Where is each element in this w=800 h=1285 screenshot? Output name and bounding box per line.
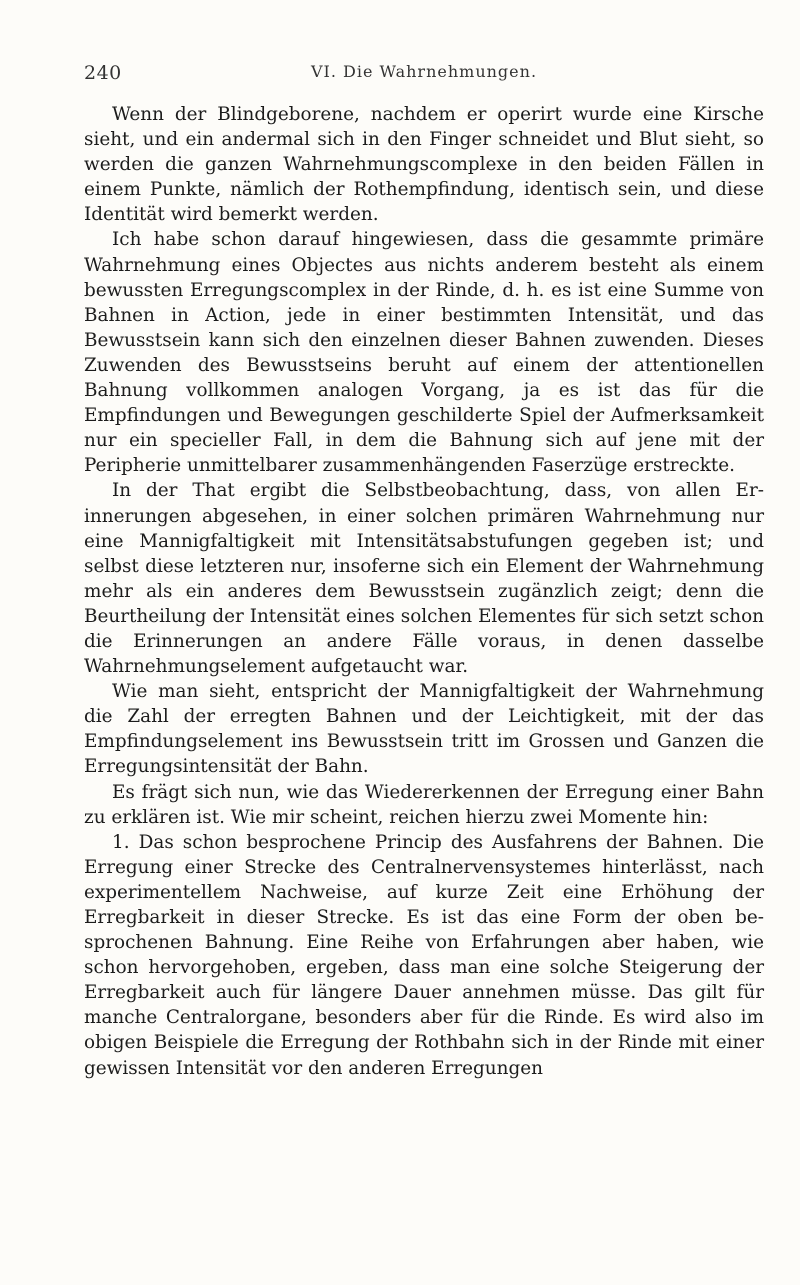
paragraph: Wie man sieht, entspricht der Mannigfaltigkeit der Wahrnehmung die Zahl der erregten Bahnen und der Leichtigkeit, mit der das Empfindungselement ins Bewusstsein tritt im Grossen und Ganzen die Erregungsintensität der Bahn.: [84, 681, 764, 778]
page-header: [84, 62, 764, 92]
body-text: [84, 102, 764, 1081]
paragraph: Ich habe schon darauf hingewiesen, dass die gesammte primäre Wahrnehmung eines Objectes aus nichts anderem besteht als einem bewussten Erregungscomplex in der Rinde, d. h. es ist eine Summe von Bahnen in Action, jede in einer bestimmten Intensität, und das Bewusstsein kann sich den einzelnen dieser Bahnen zuwenden. Dieses Zuwenden des Bewusstseins beruht auf einem der attentionellen Bahnung vollkommen analogen Vorgang, ja es ist das für die Empfindungen und Bewegungen geschilderte Spiel der Aufmerksamkeit nur ein specieller Fall, in dem die Bahnung sich auf jene mit der Peripherie unmittelbarer zusammenhängenden Faserzüge erstreckte.: [84, 229, 764, 477]
running-title: VI. Die Wahrnehmungen.: [310, 62, 538, 81]
paragraph: Wenn der Blindgeborene, nachdem er operirt wurde eine Kirsche sieht, und ein andermal sich in den Finger schneidet und Blut sieht, so werden die ganzen Wahrnehmungscomplexe in den beiden Fällen in einem Punkte, nämlich der Rothempfindung, identisch sein, und diese Identität wird bemerkt werden.: [84, 104, 764, 226]
page-number: 240: [84, 62, 122, 84]
paragraph: Es frägt sich nun, wie das Wiedererkennen der Erregung einer Bahn zu erklären ist. Wie mir scheint, reichen hierzu zwei Momente hin:: [84, 781, 764, 828]
paragraph: 1. Das schon besprochene Princip des Ausfahrens der Bahnen. Die Erregung einer Strecke des Centralnervensystemes hinterlässt, nach experimentellem Nachweise, auf kurze Zeit eine Erhöhung der Erregbarkeit in dieser Strecke. Es ist das eine Form der oben besprochenen Bahnung. Eine Reihe von Erfahrungen aber haben, wie schon hervorgehoben, ergeben, dass man eine solche Steigerung der Erregbarkeit auch für längere Dauer annehmen müsse. Das gilt für manche Centralorgane, besonders aber für die Rinde. Es wird also im obigen Beispiele die Erregung der Rothbahn sich in der Rinde mit einer gewissen Intensität vor den anderen Erregungen: [84, 831, 764, 1079]
paragraph: In der That ergibt die Selbstbeobachtung, dass, von allen Erinnerungen abgesehen, in einer solchen primären Wahrnehmung nur eine Mannigfaltigkeit mit Intensitätsabstufungen gegeben ist; und selbst diese letzteren nur, insoferne sich ein Element der Wahrnehmung mehr als ein anderes dem Bewusstsein zugänzlich zeigt; denn die Beurtheilung der Intensität eines solchen Elementes für sich setzt schon die Erinnerungen an andere Fälle voraus, in denen dasselbe Wahrnehmungselement aufgetaucht war.: [84, 480, 764, 678]
book-page: [84, 62, 764, 1081]
